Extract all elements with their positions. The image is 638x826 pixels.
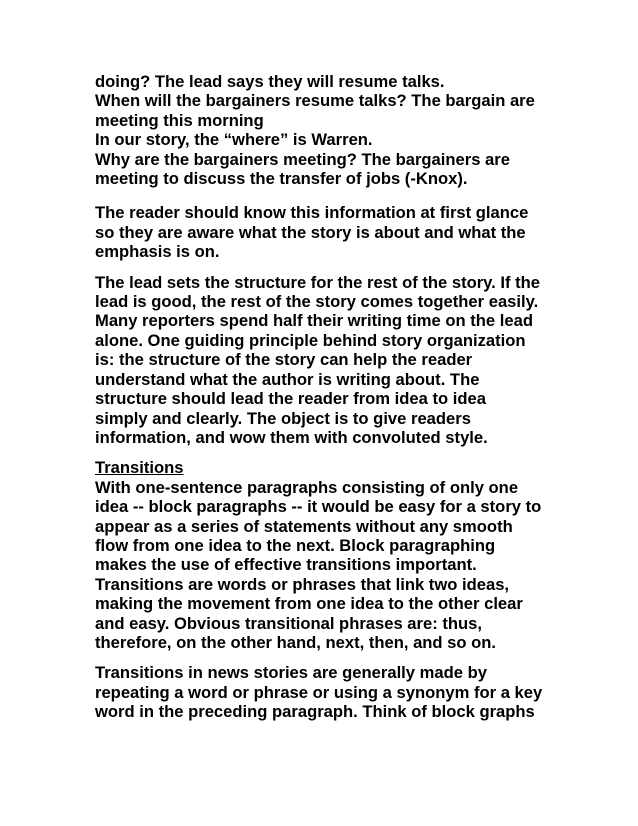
text-line: so they are aware what the story is about and what the <box>95 222 526 242</box>
text-line: understand what the author is writing about. The <box>95 369 480 389</box>
text-line: The lead sets the structure for the rest of the story. If the <box>95 272 541 292</box>
document-page <box>95 72 555 722</box>
text-line: simply and clearly. The object is to give readers <box>95 408 471 428</box>
text-line: Transitions are words or phrases that link two ideas, <box>95 574 510 594</box>
text-line: is: the structure of the story can help the reader <box>95 350 473 370</box>
text-line: emphasis is on. <box>95 242 220 262</box>
transitions-section <box>95 458 555 652</box>
text-line: makes the use of effective transitions important. <box>95 555 477 575</box>
text-line: making the movement from one idea to the other clear <box>95 594 523 614</box>
text-line: Many reporters spend half their writing time on the lead <box>95 311 533 331</box>
text-line: structure should lead the reader from idea to idea <box>95 389 486 409</box>
text-line: alone. One guiding principle behind story organization <box>95 330 526 350</box>
text-line: repeating a word or phrase or using a synonym for a key <box>95 682 543 702</box>
paragraph-spacer <box>95 652 555 663</box>
text-line: With one-sentence paragraphs consisting of only one <box>95 477 519 497</box>
text-line: appear as a series of statements without any smooth <box>95 516 513 536</box>
text-line: In our story, the “where” is Warren. <box>95 130 373 150</box>
news-transitions-paragraph <box>95 663 555 721</box>
text-line: word in the preceding paragraph. Think of block graphs <box>95 702 535 722</box>
text-line: meeting this morning <box>95 110 264 130</box>
lead-structure-paragraph <box>95 273 555 448</box>
text-line: meeting to discuss the transfer of jobs (-Knox). <box>95 169 468 189</box>
paragraph-spacer <box>95 262 555 273</box>
text-line: idea -- block paragraphs -- it would be easy for a story to <box>95 497 542 517</box>
text-line: therefore, on the other hand, next, then, and so on. <box>95 632 497 652</box>
section-heading: Transitions <box>95 458 184 478</box>
text-line: Transitions in news stories are generally made by <box>95 663 487 683</box>
paragraph-spacer <box>95 447 555 458</box>
reader-paragraph <box>95 203 555 261</box>
text-line: doing? The lead says they will resume talks. <box>95 72 445 91</box>
text-line: flow from one idea to the next. Block paragraphing <box>95 535 496 555</box>
text-line: information, and wow them with convoluted style. <box>95 427 488 447</box>
intro-paragraph <box>95 72 555 188</box>
text-line: and easy. Obvious transitional phrases are: thus, <box>95 613 482 633</box>
paragraph-spacer <box>95 188 555 203</box>
text-line: When will the bargainers resume talks? The bargain are <box>95 91 535 111</box>
text-line: Why are the bargainers meeting? The bargainers are <box>95 149 510 169</box>
text-line: The reader should know this information at first glance <box>95 203 529 223</box>
text-line: lead is good, the rest of the story comes together easily. <box>95 292 539 312</box>
